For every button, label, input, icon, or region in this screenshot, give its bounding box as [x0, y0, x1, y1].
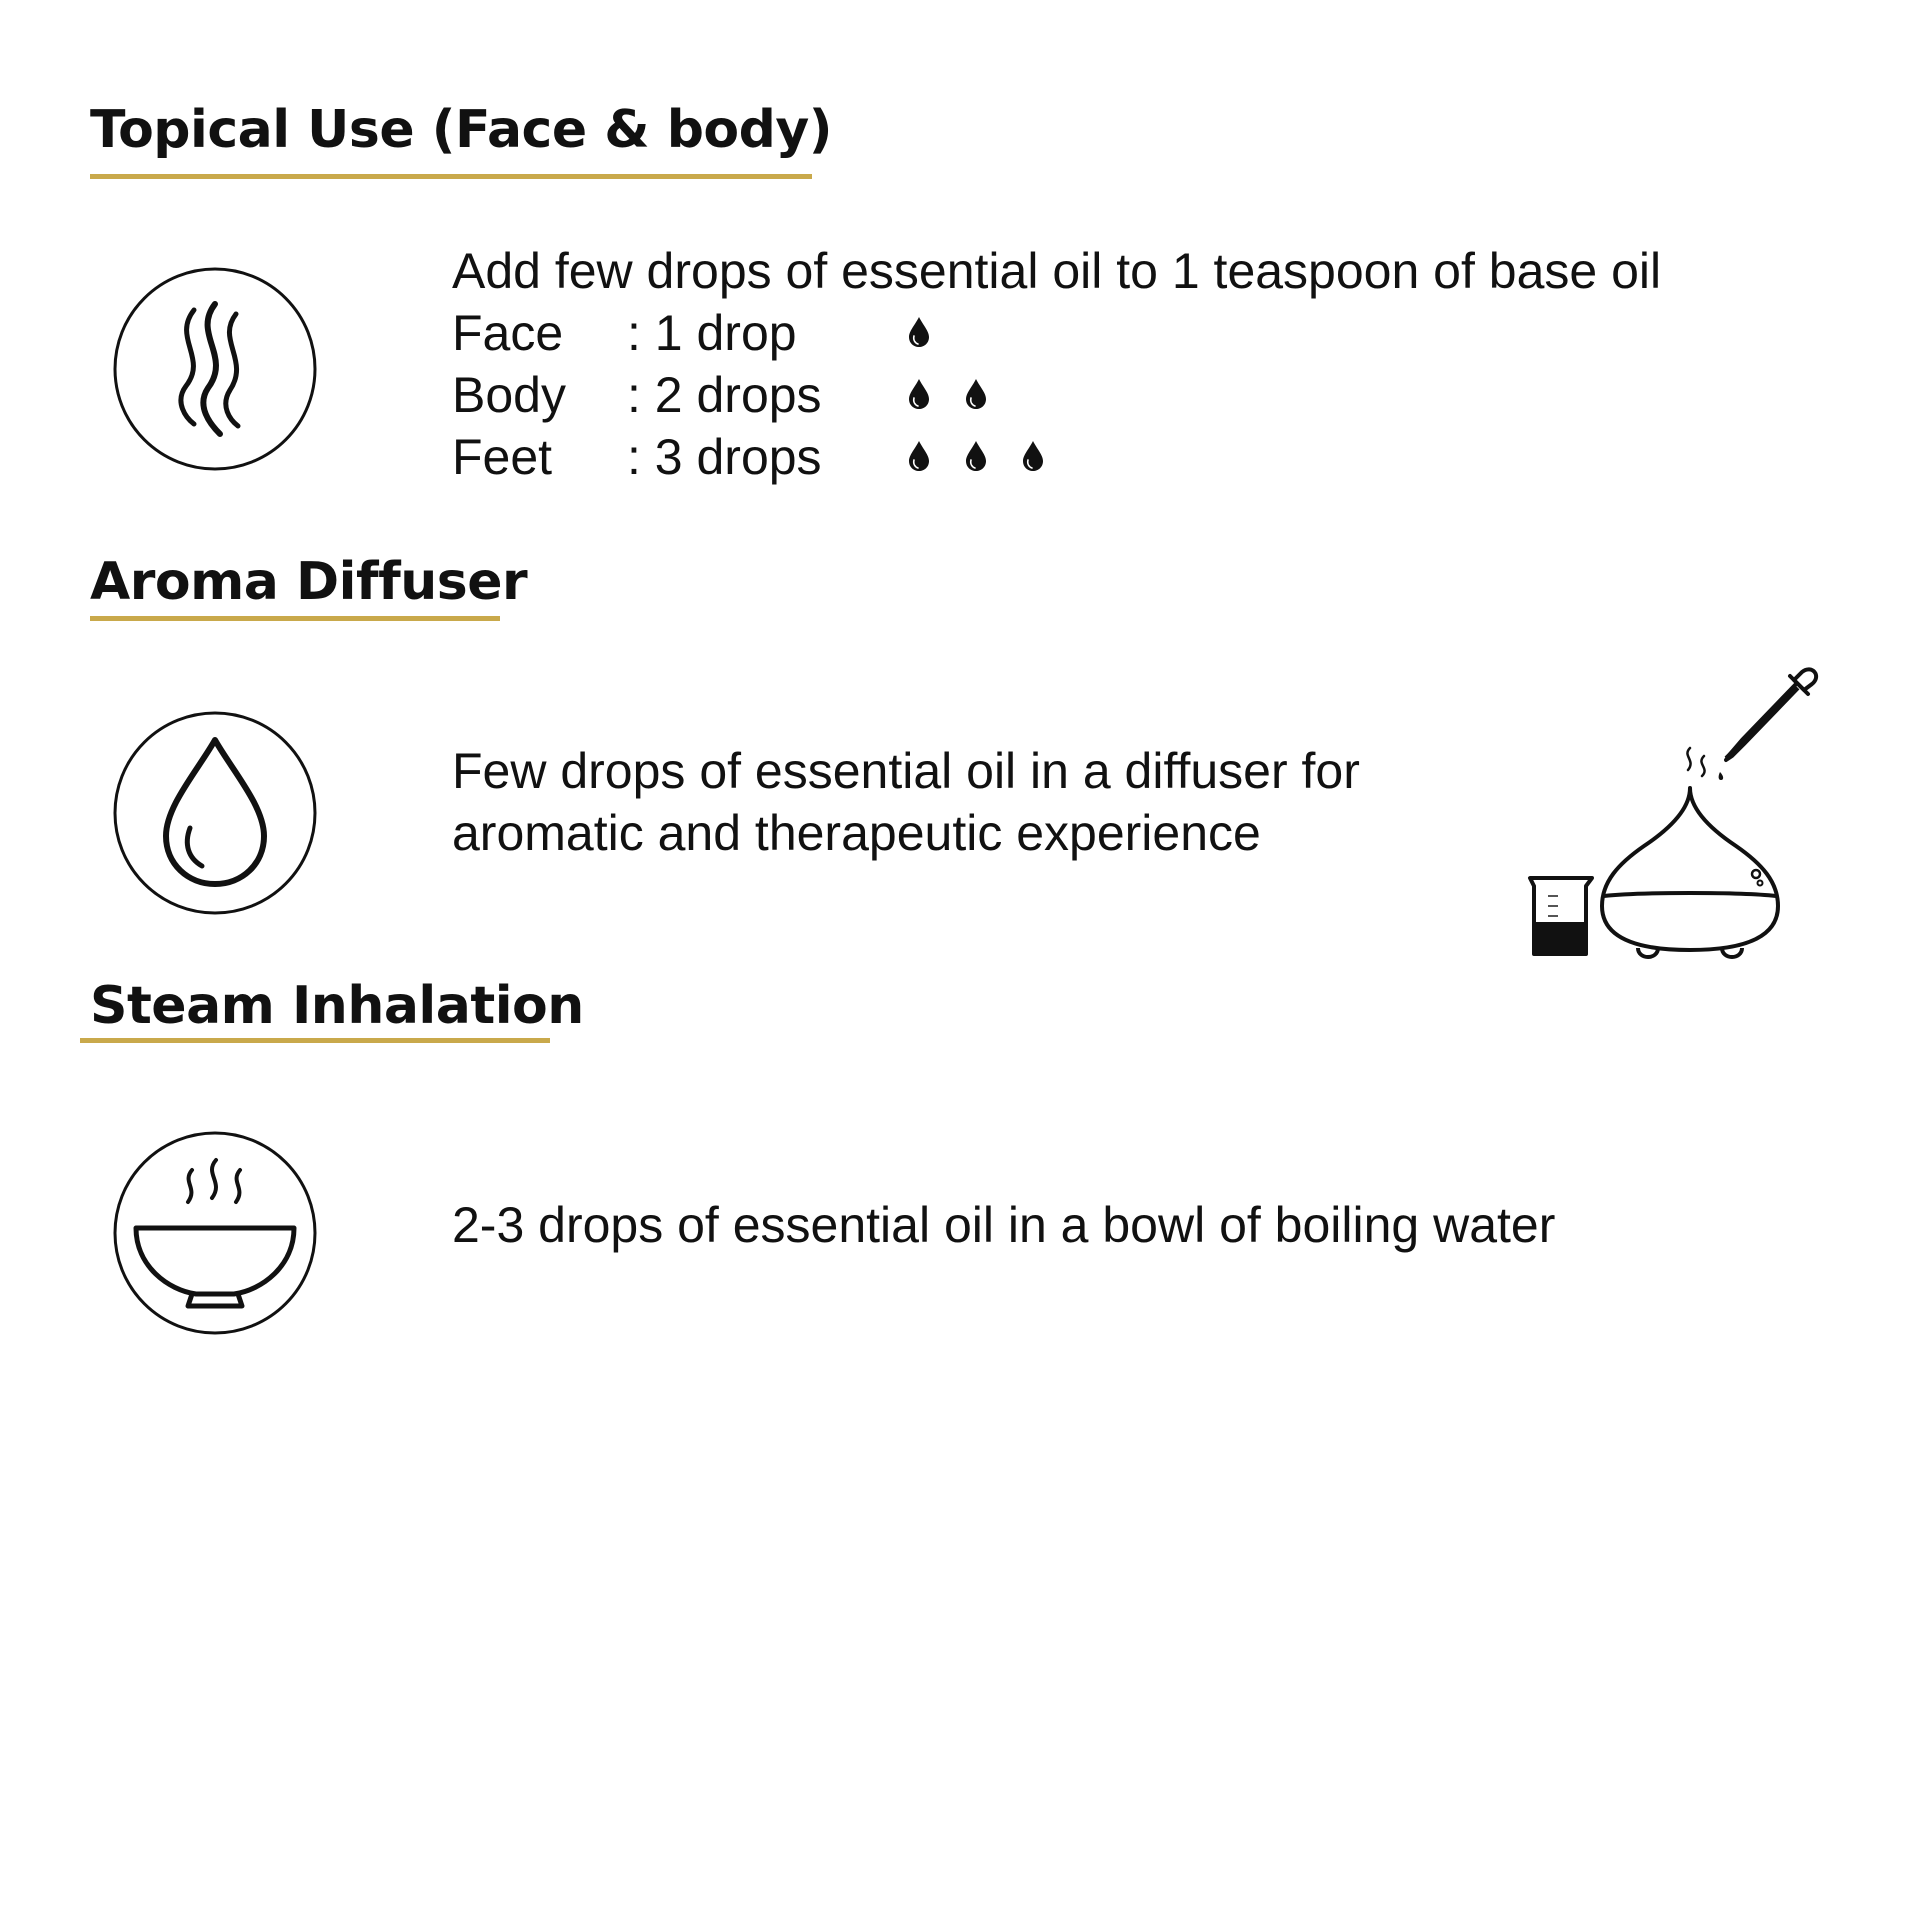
- diffuser-text-line-2: aromatic and therapeutic experience: [452, 805, 1261, 861]
- diffuser-with-dropper-and-beaker-illustration: [1520, 660, 1820, 960]
- oil-drop-icon: [1021, 440, 1045, 472]
- section-underline-steam-inhalation: [80, 1038, 550, 1043]
- dosage-row-feet: [452, 426, 1152, 488]
- section-title-aroma-diffuser: Aroma Diffuser: [90, 552, 528, 612]
- section-underline-aroma-diffuser: [90, 616, 500, 621]
- dosage-area-label: Body: [452, 367, 566, 423]
- dosage-amount: : 2 drops: [627, 367, 822, 423]
- dosage-area-label: Feet: [452, 429, 553, 485]
- oil-drop-icon: [964, 440, 988, 472]
- steaming-bowl-icon: [112, 1130, 318, 1336]
- section-underline-topical-use: [90, 174, 812, 179]
- topical-intro-text: Add few drops of essential oil to 1 teaspoon of base oil: [452, 243, 1662, 299]
- dosage-row-face: [452, 302, 1152, 364]
- oil-drop-icon: [964, 378, 988, 410]
- diffuser-text-line-1: Few drops of essential oil in a diffuser for: [452, 743, 1360, 799]
- dosage-amount: : 3 drops: [627, 429, 822, 485]
- dosage-row-body: [452, 364, 1152, 426]
- dosage-amount: : 1 drop: [627, 305, 797, 361]
- dropper-icon: [1719, 669, 1817, 780]
- oil-drop-icon: [907, 440, 931, 472]
- section-title-steam-inhalation: Steam Inhalation: [90, 976, 584, 1036]
- water-drop-icon: [112, 710, 318, 916]
- diffuser-icon: [1602, 748, 1778, 957]
- oil-drop-icon: [907, 378, 931, 410]
- steam-inhalation-text: 2-3 drops of essential oil in a bowl of boiling water: [452, 1197, 1556, 1253]
- steam-wisps-icon: [112, 266, 318, 472]
- section-title-topical-use: Topical Use (Face & body): [90, 100, 833, 160]
- beaker-icon: [1530, 878, 1592, 954]
- oil-drop-icon: [907, 316, 931, 348]
- dosage-area-label: Face: [452, 305, 564, 361]
